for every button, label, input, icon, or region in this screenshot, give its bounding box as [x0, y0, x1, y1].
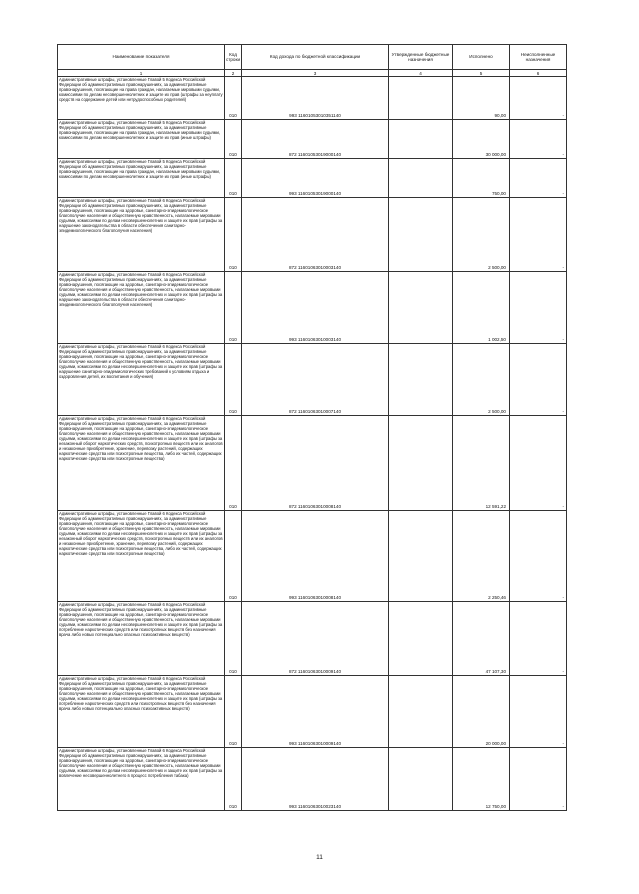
header-executed: Исполнено — [453, 45, 510, 70]
unexecuted-amount: - — [510, 676, 567, 748]
table-row — [58, 120, 567, 159]
unexecuted-amount: - — [510, 511, 567, 602]
executed-amount: 2 250,46 — [453, 511, 510, 602]
report-sheet — [57, 44, 566, 811]
header-approved: Утвержденные бюджетные назначения — [389, 45, 453, 70]
unexecuted-amount: - — [510, 416, 567, 511]
table-row — [58, 198, 567, 272]
executed-amount: 1 002,50 — [453, 272, 510, 344]
line-code: 010 — [225, 198, 242, 272]
budget-code: 993 11601063010023140 — [242, 748, 389, 811]
indicator-name: Административные штрафы, установленные Главой 6 Кодекса Российской Федерации об административных правонарушениях, за административные правонарушения, посягающие на здоровье, санитарно-эпидемиологическое благополучие населения и общественную нравственность, налагаемые мировыми судьями, комиссиями по делам несовершеннолетних и защите их прав (штрафы за незаконный оборот наркотических средств, психотропных веществ или их аналогов и незаконные приобретение, хранение, перевозку растений, содержащих наркотические средства или психотропные вещества, либо их частей, содержащих наркотические средства или психотропные вещества) — [58, 416, 225, 511]
executed-amount: 2 500,00 — [453, 344, 510, 416]
unexecuted-amount: - — [510, 159, 567, 198]
line-code: 010 — [225, 120, 242, 159]
unexecuted-amount: - — [510, 272, 567, 344]
executed-amount: 20 000,00 — [453, 676, 510, 748]
column-number: 4 — [389, 70, 453, 77]
indicator-name: Административные штрафы, установленные Главой 5 Кодекса Российской Федерации об административных правонарушениях, за административные правонарушения, посягающие на права граждан, налагаемые мировыми судьями, комиссиями по делам несовершеннолетних и защите их прав (иные штрафы) — [58, 159, 225, 198]
approved-amount — [389, 159, 453, 198]
approved-amount — [389, 416, 453, 511]
table-row — [58, 748, 567, 811]
executed-amount: 750,00 — [453, 159, 510, 198]
budget-code: 993 11601063010009140 — [242, 676, 389, 748]
unexecuted-amount: - — [510, 198, 567, 272]
executed-amount: 30 000,00 — [453, 120, 510, 159]
approved-amount — [389, 77, 453, 120]
approved-amount — [389, 344, 453, 416]
approved-amount — [389, 602, 453, 676]
line-code: 010 — [225, 77, 242, 120]
budget-code: 993 11601063010003140 — [242, 272, 389, 344]
revenue-table — [57, 44, 567, 811]
table-row — [58, 511, 567, 602]
unexecuted-amount: - — [510, 77, 567, 120]
line-code: 010 — [225, 602, 242, 676]
budget-code: 993 11601063010008140 — [242, 511, 389, 602]
budget-code: 993 11601053019000140 — [242, 159, 389, 198]
indicator-name: Административные штрафы, установленные Главой 6 Кодекса Российской Федерации об административных правонарушениях, за административные правонарушения, посягающие на здоровье, санитарно-эпидемиологическое благополучие населения и общественную нравственность, налагаемые мировыми судьями, комиссиями по делам несовершеннолетних и защите их прав (штрафы за вовлечение несовершеннолетнего в процесс потребления табака) — [58, 748, 225, 811]
column-number: 1 — [58, 70, 225, 77]
table-row — [58, 344, 567, 416]
indicator-name: Административные штрафы, установленные Главой 5 Кодекса Российской Федерации об административных правонарушениях, за административные правонарушения, посягающие на права граждан, налагаемые мировыми судьями, комиссиями по делам несовершеннолетних и защите их прав (иные штрафы) — [58, 120, 225, 159]
column-number: 2 — [225, 70, 242, 77]
line-code: 010 — [225, 159, 242, 198]
line-code: 010 — [225, 511, 242, 602]
approved-amount — [389, 511, 453, 602]
executed-amount: 90,00 — [453, 77, 510, 120]
budget-code: 872 11601063010009140 — [242, 602, 389, 676]
indicator-name: Административные штрафы, установленные Главой 5 Кодекса Российской Федерации об административных правонарушениях, за административные правонарушения, посягающие на права граждан, налагаемые мировыми судьями, комиссиями по делам несовершеннолетних и защите их прав (штрафы за неуплату средств на содержание детей или нетрудоспособных родителей) — [58, 77, 225, 120]
indicator-name: Административные штрафы, установленные Главой 6 Кодекса Российской Федерации об административных правонарушениях, за административные правонарушения, посягающие на здоровье, санитарно-эпидемиологическое благополучие населения и общественную нравственность, налагаемые мировыми судьями, комиссиями по делам несовершеннолетних и защите их прав (штрафы за нарушение законодательства в области обеспечения санитарно-эпидемиологического благополучия населения) — [58, 272, 225, 344]
table-row — [58, 676, 567, 748]
line-code: 010 — [225, 416, 242, 511]
column-number: 3 — [242, 70, 389, 77]
header-budget-code: Код дохода по бюджетной классификации — [242, 45, 389, 70]
indicator-name: Административные штрафы, установленные Главой 6 Кодекса Российской Федерации об административных правонарушениях, за административные правонарушения, посягающие на здоровье, санитарно-эпидемиологическое благополучие населения и общественную нравственность, налагаемые мировыми судьями, комиссиями по делам несовершеннолетних и защите их прав (штрафы за нарушение законодательства в области обеспечения санитарно-эпидемиологического благополучия населения) — [58, 198, 225, 272]
executed-amount: 2 500,00 — [453, 198, 510, 272]
header-unexecuted: Неисполненные назначения — [510, 45, 567, 70]
header-line-code: Код строки — [225, 45, 242, 70]
column-number: 6 — [510, 70, 567, 77]
table-row — [58, 159, 567, 198]
budget-code: 872 11601053019000140 — [242, 120, 389, 159]
budget-code: 872 11601063010003140 — [242, 198, 389, 272]
indicator-name: Административные штрафы, установленные Главой 6 Кодекса Российской Федерации об административных правонарушениях, за административные правонарушения, посягающие на здоровье, санитарно-эпидемиологическое благополучие населения и общественную нравственность, налагаемые мировыми судьями, комиссиями по делам несовершеннолетних и защите их прав (штрафы за незаконный оборот наркотических средств, психотропных веществ или их аналогов и незаконные приобретение, хранение, перевозку растений, содержащих наркотические средства или психотропные вещества, либо их частей, содержащих наркотические средства или психотропные вещества) — [58, 511, 225, 602]
approved-amount — [389, 676, 453, 748]
approved-amount — [389, 120, 453, 159]
approved-amount — [389, 748, 453, 811]
executed-amount: 12 750,00 — [453, 748, 510, 811]
budget-code: 993 11601053010351140 — [242, 77, 389, 120]
approved-amount — [389, 272, 453, 344]
unexecuted-amount: - — [510, 602, 567, 676]
table-row — [58, 416, 567, 511]
executed-amount: 47 107,30 — [453, 602, 510, 676]
budget-code: 872 11601063010008140 — [242, 416, 389, 511]
indicator-name: Административные штрафы, установленные Главой 6 Кодекса Российской Федерации об административных правонарушениях, за административные правонарушения, посягающие на здоровье, санитарно-эпидемиологическое благополучие населения и общественную нравственность, налагаемые мировыми судьями, комиссиями по делам несовершеннолетних и защите их прав (штрафы за потребление наркотических средств или психотропных веществ без назначения врача либо новых потенциально опасных психоактивных веществ) — [58, 676, 225, 748]
table-row — [58, 77, 567, 120]
table-row — [58, 602, 567, 676]
column-numbers-row — [58, 70, 567, 77]
table-header-row — [58, 45, 567, 70]
line-code: 010 — [225, 748, 242, 811]
page-number: 11 — [316, 854, 323, 861]
indicator-name: Административные штрафы, установленные Главой 6 Кодекса Российской Федерации об административных правонарушениях, за административные правонарушения, посягающие на здоровье, санитарно-эпидемиологическое благополучие населения и общественную нравственность, налагаемые мировыми судьями, комиссиями по делам несовершеннолетних и защите их прав (штрафы за нарушение санитарно-эпидемиологических требований к условиям отдыха и оздоровления детей, их воспитания и обучения) — [58, 344, 225, 416]
table-row — [58, 272, 567, 344]
unexecuted-amount: - — [510, 748, 567, 811]
approved-amount — [389, 198, 453, 272]
header-indicator-name: Наименование показателя — [58, 45, 225, 70]
unexecuted-amount: - — [510, 344, 567, 416]
indicator-name: Административные штрафы, установленные Главой 6 Кодекса Российской Федерации об административных правонарушениях, за административные правонарушения, посягающие на здоровье, санитарно-эпидемиологическое благополучие населения и общественную нравственность, налагаемые мировыми судьями, комиссиями по делам несовершеннолетних и защите их прав (штрафы за потребление наркотических средств или психотропных веществ без назначения врача либо новых потенциально опасных психоактивных веществ) — [58, 602, 225, 676]
line-code: 010 — [225, 344, 242, 416]
budget-code: 872 11601063010007140 — [242, 344, 389, 416]
line-code: 010 — [225, 676, 242, 748]
line-code: 010 — [225, 272, 242, 344]
unexecuted-amount: - — [510, 120, 567, 159]
executed-amount: 12 591,22 — [453, 416, 510, 511]
column-number: 5 — [453, 70, 510, 77]
